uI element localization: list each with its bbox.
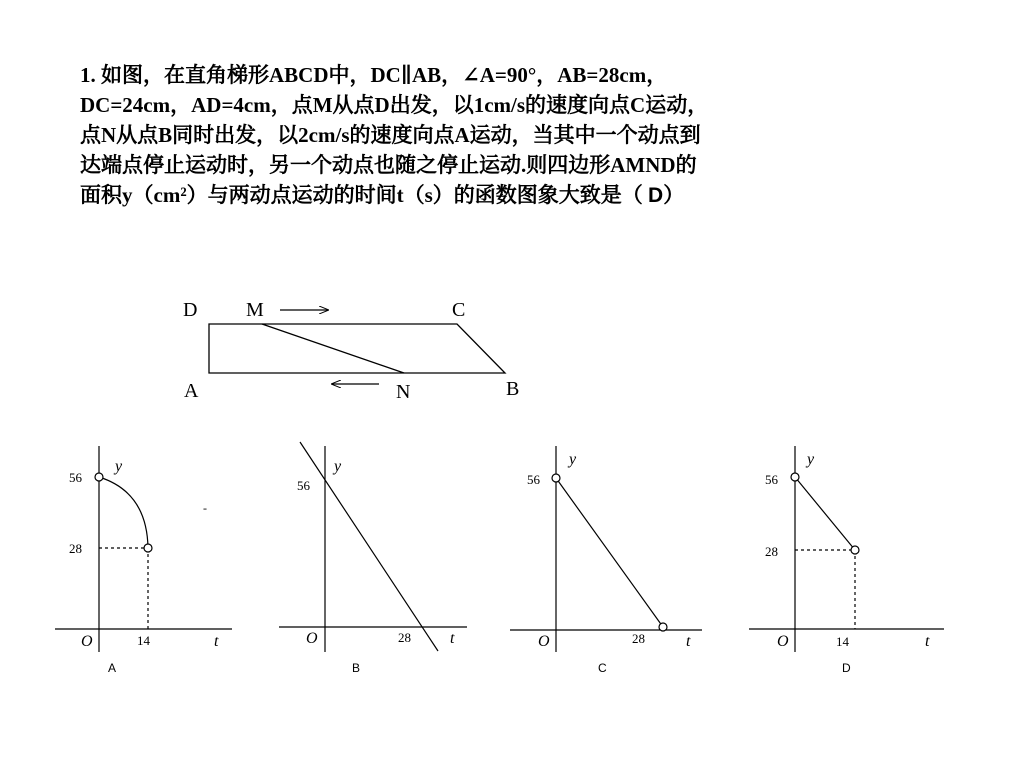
graph-c-y-tick-56: 56 (527, 472, 540, 487)
graph-d-line (795, 477, 855, 550)
point-label-a: A (184, 380, 199, 402)
graph-c-point-end (659, 623, 667, 631)
graph-a-origin: O (81, 633, 93, 650)
graph-c-point-start (552, 474, 560, 482)
stray-mark: - (203, 501, 207, 515)
point-label-d: D (183, 299, 198, 321)
graph-c-y-label: y (569, 451, 577, 468)
point-label-c: C (452, 299, 466, 321)
point-label-m: M (246, 299, 264, 321)
question-line-4: 达端点停止运动时，另一个动点也随之停止运动.则四边形AMND的 (80, 153, 697, 177)
graph-d-y-tick-56: 56 (765, 472, 778, 487)
graph-b-y-label: y (334, 458, 342, 475)
graph-b-t-label: t (450, 630, 455, 647)
point-label-n: N (396, 381, 411, 403)
segment-mn (262, 324, 404, 373)
point-label-b: B (506, 378, 520, 400)
graph-d-origin: O (777, 633, 789, 650)
graph-d-y-label: y (807, 451, 815, 468)
answer-letter: D (648, 184, 664, 207)
graph-d-option-letter: D (842, 661, 851, 675)
graph-c-option-letter: C (598, 661, 607, 675)
graph-d-y-tick-28: 28 (765, 544, 778, 559)
graph-a-option-letter: A (108, 661, 117, 675)
graph-a-point-start (95, 473, 103, 481)
graph-b-t-tick-28: 28 (398, 630, 411, 645)
graph-c-t-label: t (686, 633, 691, 650)
question-line-1: 1. 如图，在直角梯形ABCD中，DC∥AB，∠A=90°，AB=28cm， (80, 63, 668, 87)
question-line-3: 点N从点B同时出发，以2cm/s的速度向点A运动，当其中一个动点到 (80, 123, 701, 147)
question-line-5-text: 面积y（cm²）与两动点运动的时间t（s）的函数图象大致是（ (80, 183, 643, 207)
question-line-2: DC=24cm，AD=4cm，点M从点D出发，以1cm/s的速度向点C运动， (80, 93, 709, 117)
trapezoid-figure (209, 310, 505, 384)
graph-d-t-label: t (925, 633, 930, 650)
graph-c-line (556, 478, 663, 627)
graph-c-origin: O (538, 633, 550, 650)
trapezoid-outline (209, 324, 505, 373)
graph-a (55, 446, 232, 675)
graph-a-curve (99, 477, 148, 548)
graph-d-t-tick-14: 14 (836, 634, 849, 649)
graph-d (749, 446, 944, 675)
graph-a-point-end (144, 544, 152, 552)
graph-b (279, 442, 467, 675)
graph-b-origin: O (306, 630, 318, 647)
graph-a-t-tick-14: 14 (137, 633, 150, 648)
graph-a-t-label: t (214, 633, 219, 650)
graph-b-line (300, 442, 438, 651)
graph-a-y-tick-28: 28 (69, 541, 82, 556)
graph-b-option-letter: B (352, 661, 361, 675)
graph-c-t-tick-28: 28 (632, 631, 645, 646)
graph-c (510, 446, 702, 675)
graph-b-y-tick-56: 56 (297, 478, 310, 493)
graph-d-point-end (851, 546, 859, 554)
closing-paren: ） (663, 183, 685, 207)
graph-a-y-label: y (115, 458, 123, 475)
graph-d-point-start (791, 473, 799, 481)
graph-a-y-tick-56: 56 (69, 470, 82, 485)
